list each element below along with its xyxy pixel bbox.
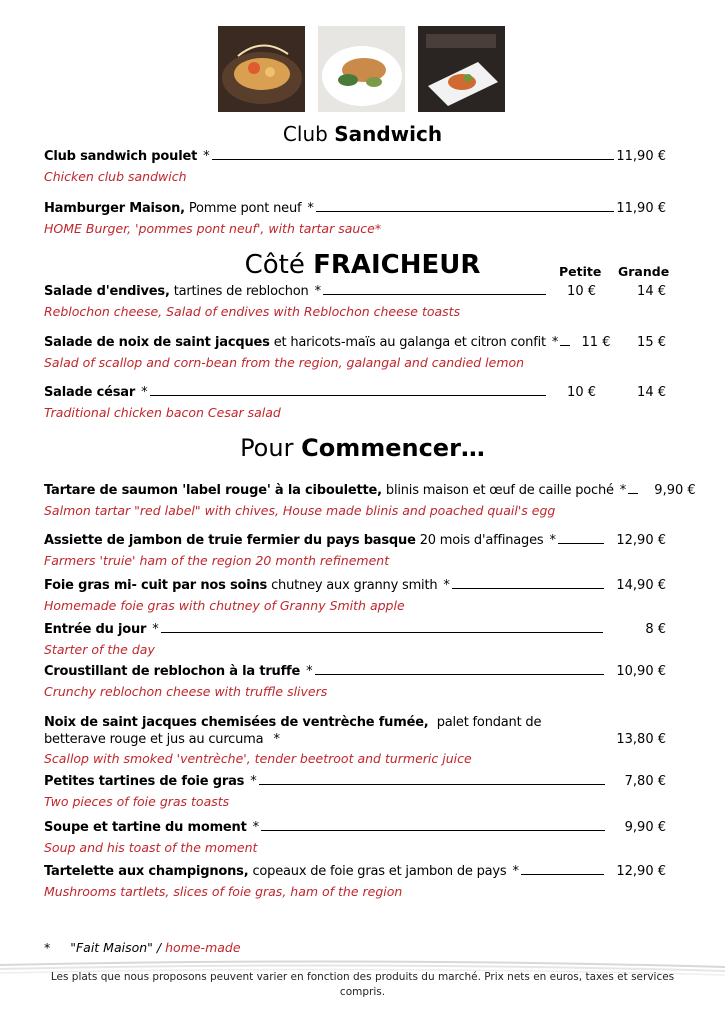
- leader-rule: [521, 874, 604, 875]
- item-name: Entrée du jour: [44, 622, 147, 637]
- item-name: Croustillant de reblochon à la truffe: [44, 664, 301, 679]
- item-price-petite: 10 €: [567, 284, 596, 299]
- item-price: 12,90 €: [616, 533, 666, 548]
- homemade-mark: *: [512, 864, 519, 879]
- footnote-separator: /: [156, 940, 162, 955]
- section-title-light: Club: [282, 122, 328, 146]
- item-description: palet fondant de betterave rouge et jus au curcuma: [44, 715, 542, 747]
- item-translation: Soup and his toast of the moment: [44, 840, 258, 855]
- item-name: Salade césar: [44, 385, 136, 400]
- leader-rule: [261, 830, 605, 831]
- homemade-mark: *: [551, 335, 559, 350]
- homemade-mark: *: [252, 820, 260, 835]
- footnote: [44, 940, 241, 955]
- item-translation: HOME Burger, 'pommes pont neuf', with tartar sauce*: [44, 221, 382, 236]
- section-title-light: Pour: [240, 434, 294, 462]
- item-translation: Two pieces of foie gras toasts: [44, 794, 230, 809]
- item-name: Petites tartines de foie gras: [44, 774, 245, 789]
- section-title-bold: FRAICHEUR: [313, 250, 481, 280]
- item-name: Tartare de saumon 'label rouge' à la ciboulette,: [44, 483, 382, 498]
- item-translation: Salmon tartar "red label" with chives, House made blinis and poached quail's egg: [44, 503, 556, 518]
- homemade-mark: *: [141, 385, 148, 400]
- menu-item: [44, 335, 666, 370]
- item-translation: Homemade foie gras with chutney of Granny Smith apple: [44, 598, 405, 613]
- item-price: 13,80 €: [616, 732, 666, 747]
- leader-rule: [259, 784, 605, 785]
- leader-rule: [150, 395, 546, 396]
- homemade-mark: *: [443, 578, 450, 593]
- menu-item: [44, 864, 666, 899]
- homemade-mark: *: [152, 622, 159, 637]
- column-header-petite: Petite: [559, 264, 602, 279]
- menu-item: [44, 664, 666, 699]
- item-description: blinis maison et œuf de caille poché: [385, 483, 614, 498]
- item-translation: Traditional chicken bacon Cesar salad: [44, 405, 281, 420]
- item-name: Assiette de jambon de truie fermier du pays basque: [44, 533, 416, 548]
- homemade-mark: *: [307, 201, 314, 216]
- section-title-bold: Sandwich: [334, 122, 443, 146]
- item-price: 8 €: [645, 622, 666, 637]
- item-name: Foie gras mi- cuit par nos soins: [44, 578, 268, 593]
- menu-item: [44, 533, 666, 568]
- homemade-mark: *: [619, 483, 627, 498]
- leader-rule: [628, 493, 638, 494]
- item-price-petite: 11 €: [581, 335, 611, 350]
- item-price: 9,90 €: [654, 483, 696, 498]
- leader-rule: [161, 632, 604, 633]
- item-translation: Crunchy reblochon cheese with truffle slivers: [44, 684, 328, 699]
- item-price: 12,90 €: [616, 864, 666, 879]
- section-title-cote: [0, 250, 725, 280]
- item-price: 10,90 €: [616, 664, 666, 679]
- item-translation: Mushrooms tartlets, slices of foie gras, ham of the region: [44, 884, 403, 899]
- item-price-grande: 14 €: [637, 284, 666, 299]
- item-description: 20 mois d'affinages: [419, 533, 544, 548]
- item-translation: Scallop with smoked 'ventrèche', tender beetroot and turmeric juice: [44, 751, 472, 766]
- item-price: 11,90 €: [616, 149, 666, 164]
- item-description: tartines de reblochon: [173, 284, 309, 299]
- item-price-grande: 14 €: [637, 385, 666, 400]
- menu-item: [44, 774, 666, 809]
- item-translation: Starter of the day: [44, 642, 155, 657]
- section-title-pour: [0, 434, 725, 462]
- leader-rule: [212, 159, 615, 160]
- homemade-mark: *: [549, 533, 556, 548]
- item-price: 14,90 €: [616, 578, 666, 593]
- homemade-mark: *: [203, 149, 210, 164]
- item-name: Noix de saint jacques chemisées de ventrèche fumée,: [44, 715, 429, 730]
- item-translation: Chicken club sandwich: [44, 169, 187, 184]
- menu-item: [44, 149, 666, 184]
- column-header-grande: Grande: [618, 264, 670, 279]
- homemade-mark: *: [250, 774, 257, 789]
- footnote-home-made: home-made: [165, 940, 241, 955]
- price-disclaimer: Les plats que nous proposons peuvent varier en fonction des produits du marché. Prix nets en euros, taxes et services compris.: [50, 971, 675, 998]
- footnote-fait-maison: "Fait Maison": [70, 940, 153, 955]
- leader-rule: [315, 674, 605, 675]
- menu-item: [44, 622, 666, 657]
- leader-rule: [323, 294, 546, 295]
- dish-photo-2: [318, 26, 405, 112]
- item-translation: Farmers 'truie' ham of the region 20 month refinement: [44, 553, 390, 568]
- dish-photo-1: [218, 26, 305, 112]
- item-name: Hamburger Maison,: [44, 201, 185, 216]
- section-title-bold: Commencer…: [301, 434, 485, 462]
- section-title-light: Côté: [244, 250, 305, 280]
- item-price-petite: 10 €: [567, 385, 596, 400]
- footnote-mark: *: [44, 940, 51, 955]
- section-title-club: [0, 122, 725, 146]
- item-price: 9,90 €: [624, 820, 666, 835]
- leader-rule: [452, 588, 604, 589]
- homemade-mark: *: [273, 732, 281, 747]
- menu-item: [44, 483, 696, 518]
- dish-photo-3: [418, 26, 505, 112]
- menu-item: [44, 578, 666, 613]
- item-price-grande: 15 €: [637, 335, 666, 350]
- menu-item: [44, 201, 666, 236]
- menu-item: [44, 820, 666, 855]
- leader-rule: [558, 543, 604, 544]
- dish-photos: [218, 26, 504, 112]
- item-name: Tartelette aux champignons,: [44, 864, 249, 879]
- menu-item: [44, 714, 666, 766]
- item-name: Salade de noix de saint jacques: [44, 335, 270, 350]
- leader-rule: [560, 345, 570, 346]
- item-description: chutney aux granny smith: [271, 578, 438, 593]
- homemade-mark: *: [306, 664, 313, 679]
- menu-item: [44, 385, 666, 420]
- item-name: Club sandwich poulet: [44, 149, 198, 164]
- item-description: et haricots-maïs au galanga et citron confit: [273, 335, 546, 350]
- item-description: copeaux de foie gras et jambon de pays: [252, 864, 507, 879]
- menu-item: [44, 284, 666, 319]
- item-price: 7,80 €: [624, 774, 666, 789]
- homemade-mark: *: [314, 284, 322, 299]
- item-translation: Salad of scallop and corn-bean from the region, galangal and candied lemon: [44, 355, 525, 370]
- item-description: Pomme pont neuf: [188, 201, 302, 216]
- item-name: Salade d'endives,: [44, 284, 170, 299]
- leader-rule: [316, 211, 615, 212]
- item-price: 11,90 €: [616, 201, 666, 216]
- item-translation: Reblochon cheese, Salad of endives with Reblochon cheese toasts: [44, 304, 461, 319]
- item-name: Soupe et tartine du moment: [44, 820, 247, 835]
